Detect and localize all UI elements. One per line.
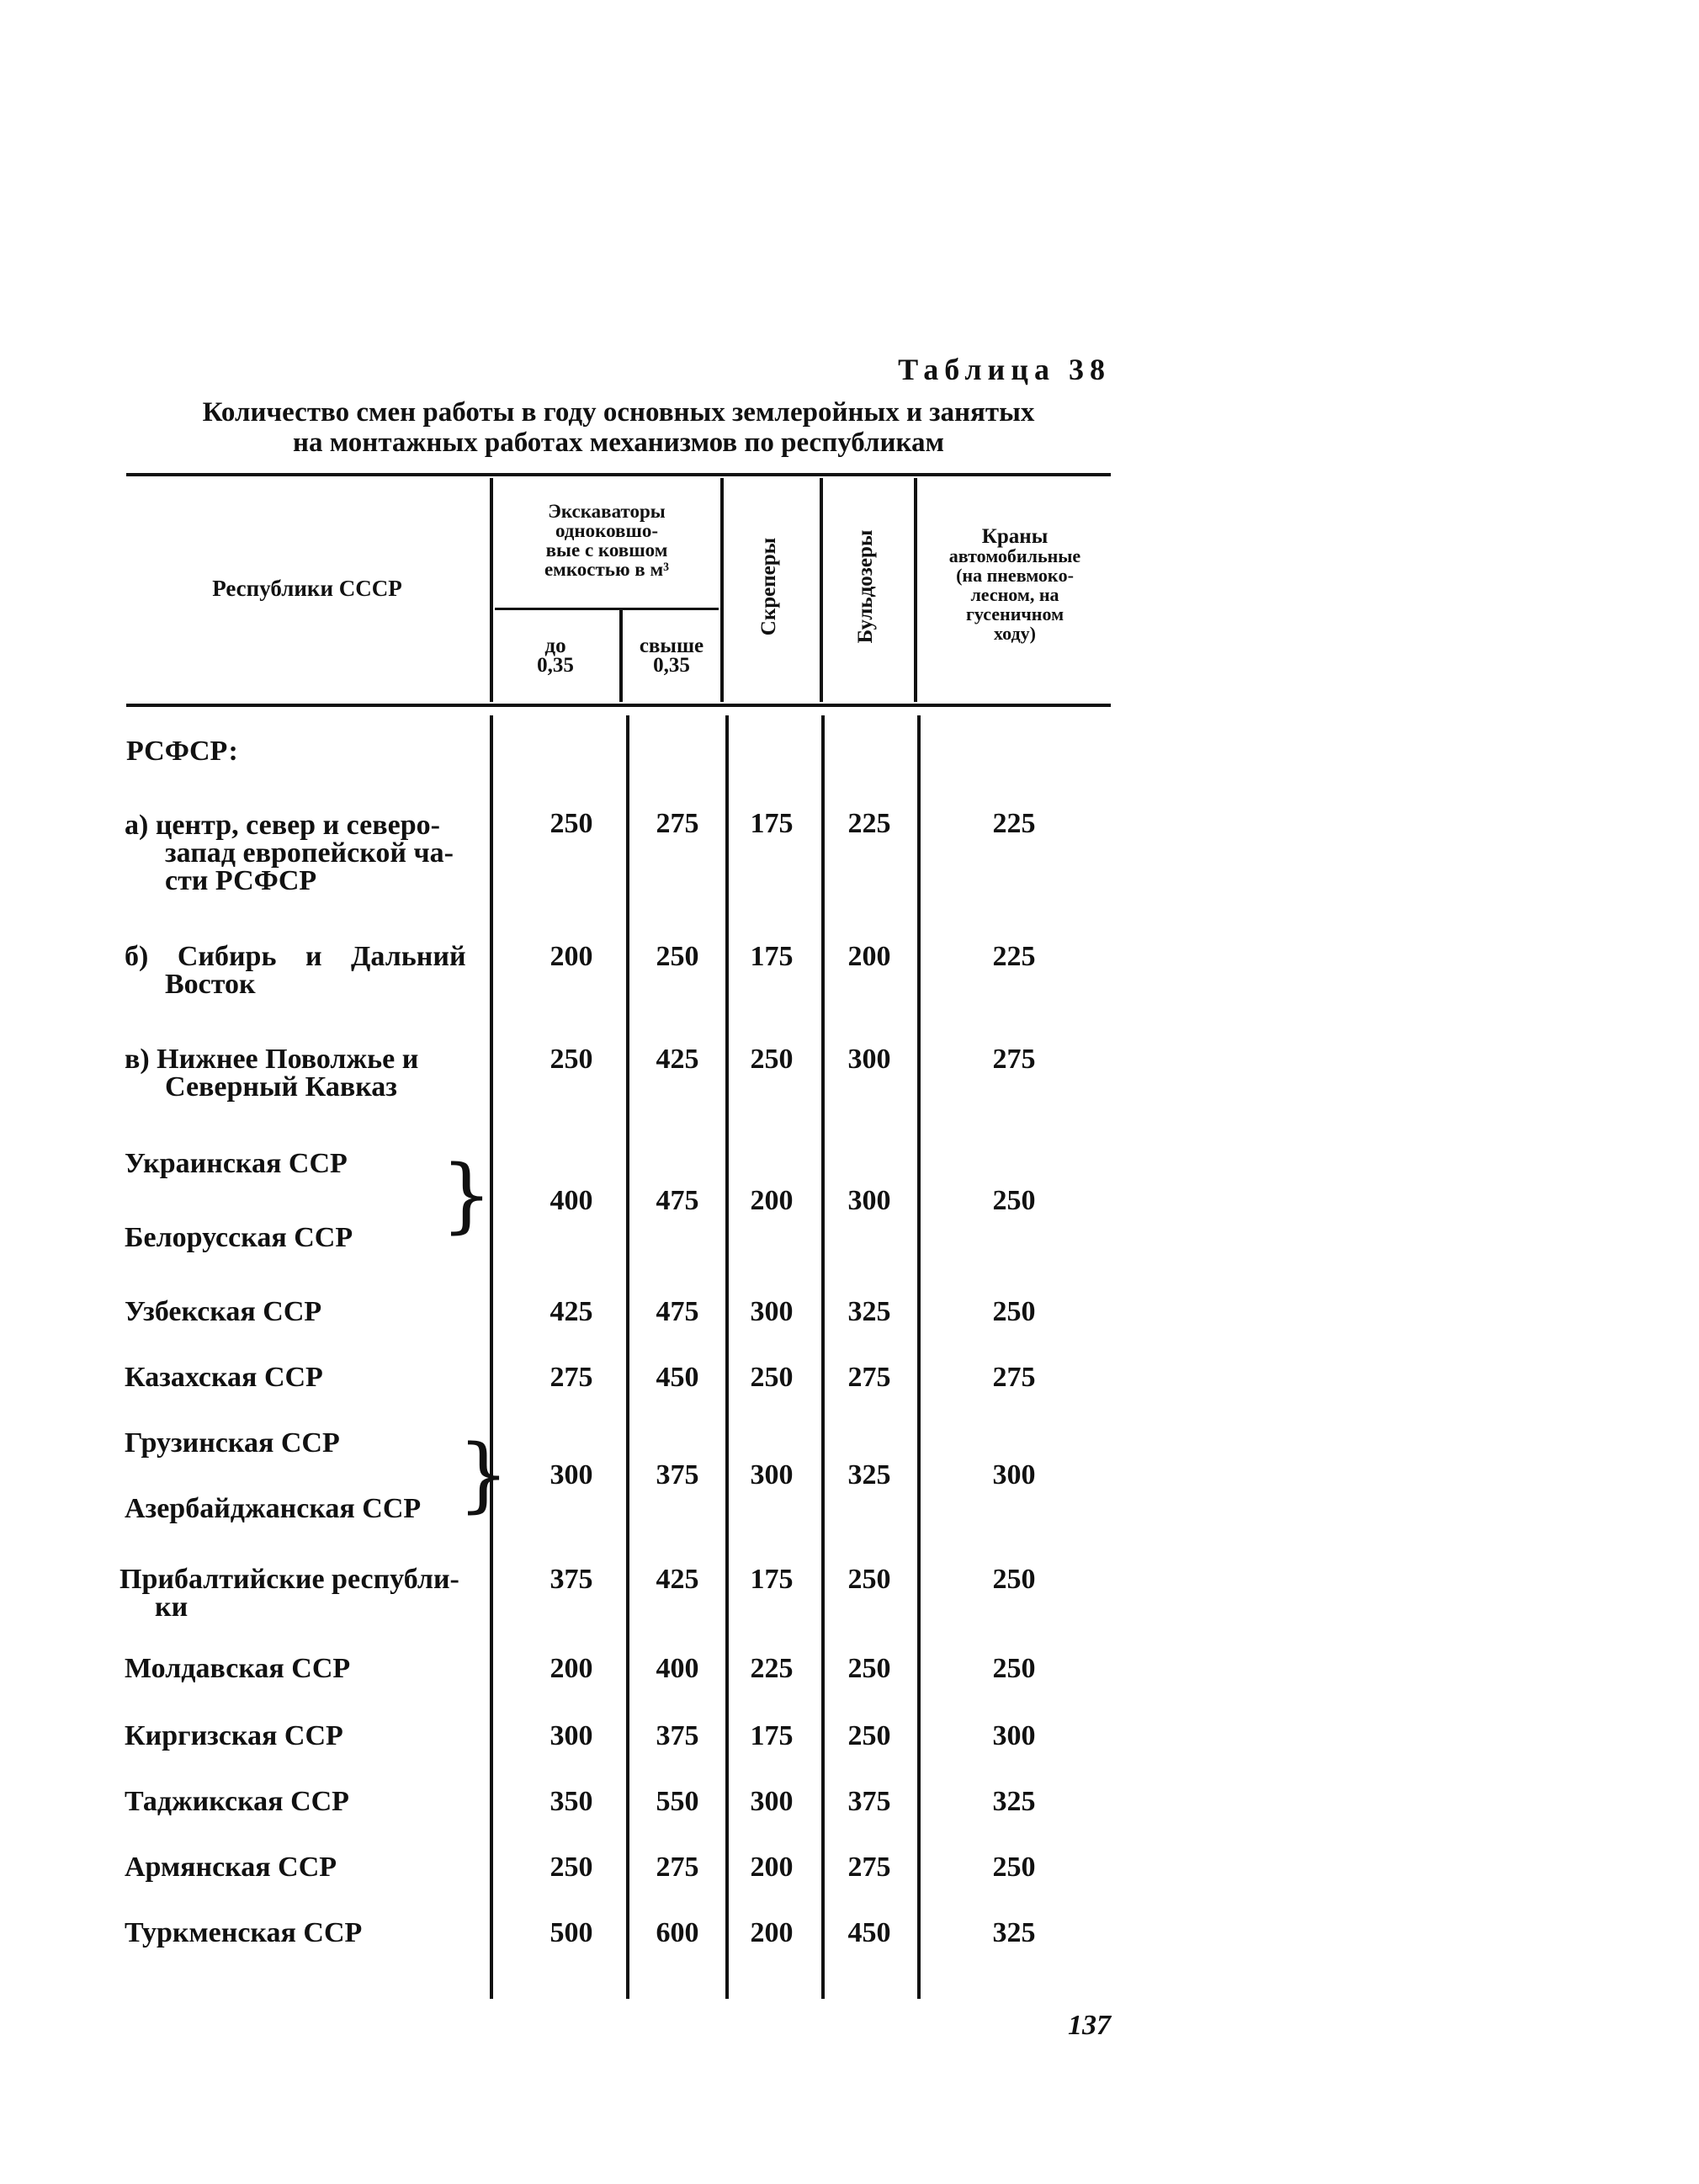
body-divider xyxy=(490,715,493,1999)
table-cell-value: 350 xyxy=(550,1786,593,1817)
table-cell-value: 300 xyxy=(550,1459,593,1491)
row-label-line: а) центр, север и северо- xyxy=(125,810,440,841)
header-divider xyxy=(619,609,623,702)
table-cell-value: 275 xyxy=(992,1362,1036,1393)
table-cell-value: 325 xyxy=(992,1917,1036,1948)
table-cell-value: 250 xyxy=(992,1653,1036,1684)
table-cell-value: 425 xyxy=(550,1296,593,1327)
row-label-line: ки xyxy=(155,1592,188,1623)
table-cell-value: 450 xyxy=(847,1917,891,1948)
row-label: Казахская ССР xyxy=(125,1362,323,1393)
grouping-brace: } xyxy=(458,1427,510,1522)
table-cell-value: 250 xyxy=(550,1852,593,1883)
table-cell-value: 200 xyxy=(550,941,593,972)
row-label: Таджикская ССР xyxy=(125,1786,349,1817)
table-cell-value: 225 xyxy=(847,808,891,839)
row-label xyxy=(125,811,478,895)
table-cell-value: 250 xyxy=(550,808,593,839)
table-cell-value: 475 xyxy=(656,1185,699,1216)
table-cell-value: 175 xyxy=(750,1720,794,1751)
table-cell-value: 250 xyxy=(992,1564,1036,1595)
table-cell-value: 300 xyxy=(847,1044,891,1075)
table-cell-value: 450 xyxy=(656,1362,699,1393)
caption-line-2: на монтажных работах механизмов по республикам xyxy=(293,428,944,458)
table-cell-value: 375 xyxy=(550,1564,593,1595)
row-label-line: Восток xyxy=(165,969,256,1000)
row-label-line: запад европейской ча- xyxy=(165,837,454,869)
table-cell-value: 425 xyxy=(656,1044,699,1075)
table-cell-value: 600 xyxy=(656,1917,699,1948)
table-cell-value: 250 xyxy=(550,1044,593,1075)
table-cell-value: 250 xyxy=(847,1564,891,1595)
table-cell-value: 500 xyxy=(550,1917,593,1948)
row-label: Армянская ССР xyxy=(125,1852,337,1883)
row-label xyxy=(125,1045,478,1101)
table-cell-value: 275 xyxy=(656,1852,699,1883)
header-bottom-rule xyxy=(126,704,1111,707)
header-cranes-line: гусеничном xyxy=(965,603,1065,624)
table-cell-value: 325 xyxy=(847,1296,891,1327)
header-republic: Республики СССР xyxy=(212,576,402,601)
row-label: Белорусская ССР xyxy=(125,1222,353,1253)
body-divider xyxy=(626,715,629,1999)
header-cranes-line: лесном, на xyxy=(970,584,1059,605)
header-excavators xyxy=(496,502,717,579)
body-divider xyxy=(917,715,921,1999)
table-cell-value: 300 xyxy=(992,1720,1036,1751)
header-excavators-line: емкостью в м³ xyxy=(544,559,670,580)
header-cranes-line: (на пневмокo- xyxy=(956,565,1074,586)
row-label: Туркменская ССР xyxy=(125,1917,363,1948)
table-cell-value: 225 xyxy=(750,1653,794,1684)
table-cell-value: 325 xyxy=(847,1459,891,1491)
page-number: 137 xyxy=(1068,2010,1111,2041)
row-label xyxy=(119,1565,481,1621)
header-divider xyxy=(914,478,917,702)
header-cranes-line: ходу) xyxy=(994,623,1036,644)
header-upto xyxy=(493,636,618,675)
table-cell-value: 250 xyxy=(992,1185,1036,1216)
row-label: Узбекская ССР xyxy=(125,1296,322,1327)
header-scrapers: Скреперы xyxy=(757,537,780,636)
row-label-line: Прибалтийские республи- xyxy=(119,1564,459,1595)
table-cell-value: 300 xyxy=(847,1185,891,1216)
row-label-line: в) Нижнее Поволжье и xyxy=(125,1044,419,1075)
row-label-line: сти РСФСР xyxy=(165,865,317,896)
table-cell-value: 200 xyxy=(750,1852,794,1883)
table-cell-value: 250 xyxy=(847,1720,891,1751)
table-cell-value: 400 xyxy=(656,1653,699,1684)
header-over-line: 0,35 xyxy=(653,654,690,677)
table-cell-value: 300 xyxy=(550,1720,593,1751)
header-upto-line: 0,35 xyxy=(537,654,574,677)
table-cell-value: 275 xyxy=(656,808,699,839)
row-label-line: Северный Кавказ xyxy=(165,1071,397,1103)
row-label: Азербайджанская ССР xyxy=(125,1493,422,1524)
row-label: Грузинская ССР xyxy=(125,1427,340,1459)
table-cell-value: 375 xyxy=(847,1786,891,1817)
header-cranes xyxy=(919,527,1111,643)
table-cell-value: 325 xyxy=(992,1786,1036,1817)
row-label: Киргизская ССР xyxy=(125,1720,343,1751)
row-label-line: б) Сибирь и Дальний xyxy=(125,941,466,972)
table-cell-value: 200 xyxy=(550,1653,593,1684)
table-cell-value: 200 xyxy=(750,1185,794,1216)
table-cell-value: 250 xyxy=(656,941,699,972)
table-cell-value: 250 xyxy=(992,1852,1036,1883)
group-label-rsfsr: РСФСР: xyxy=(126,736,238,767)
header-bulldozers: Бульдозеры xyxy=(854,529,877,644)
table-cell-value: 275 xyxy=(847,1852,891,1883)
header-upto-line: до xyxy=(544,635,566,657)
row-label: Украинская ССР xyxy=(125,1148,348,1179)
table-cell-value: 475 xyxy=(656,1296,699,1327)
table-cell-value: 375 xyxy=(656,1459,699,1491)
table-cell-value: 250 xyxy=(750,1362,794,1393)
table-cell-value: 275 xyxy=(847,1362,891,1393)
row-label xyxy=(125,943,478,998)
table-cell-value: 400 xyxy=(550,1185,593,1216)
table-cell-value: 275 xyxy=(550,1362,593,1393)
table-cell-value: 300 xyxy=(750,1296,794,1327)
header-cranes-line: Краны xyxy=(981,525,1049,548)
table-cell-value: 200 xyxy=(750,1917,794,1948)
header-over-line: свыше xyxy=(639,635,704,657)
table-cell-value: 300 xyxy=(750,1786,794,1817)
table-caption xyxy=(126,397,1111,458)
header-excavators-line: Экскаваторы xyxy=(548,501,666,522)
table-cell-value: 225 xyxy=(992,808,1036,839)
table-cell-value: 175 xyxy=(750,808,794,839)
table-cell-value: 250 xyxy=(847,1653,891,1684)
table-cell-value: 175 xyxy=(750,1564,794,1595)
header-cranes-line: автомобильные xyxy=(948,545,1081,566)
table-number: Таблица 38 xyxy=(898,353,1111,386)
table-cell-value: 425 xyxy=(656,1564,699,1595)
table-cell-value: 300 xyxy=(750,1459,794,1491)
table-cell-value: 250 xyxy=(750,1044,794,1075)
row-label: Молдавская ССР xyxy=(125,1653,351,1684)
table-cell-value: 550 xyxy=(656,1786,699,1817)
table-cell-value: 275 xyxy=(992,1044,1036,1075)
header-divider xyxy=(820,478,823,702)
header-excavators-line: вые с ковшом xyxy=(545,539,668,561)
grouping-brace: } xyxy=(441,1148,493,1242)
caption-line-1: Количество смен работы в году основных землеройных и занятых xyxy=(202,397,1035,428)
table-cell-value: 200 xyxy=(847,941,891,972)
header-divider xyxy=(720,478,724,702)
table-cell-value: 375 xyxy=(656,1720,699,1751)
table-cell-value: 225 xyxy=(992,941,1036,972)
table-cell-value: 175 xyxy=(750,941,794,972)
table-cell-value: 300 xyxy=(992,1459,1036,1491)
header-over xyxy=(624,636,719,675)
table-top-rule xyxy=(126,473,1111,476)
header-excavators-line: одноковшо- xyxy=(555,520,659,541)
table-cell-value: 250 xyxy=(992,1296,1036,1327)
header-subdivider xyxy=(495,608,719,610)
